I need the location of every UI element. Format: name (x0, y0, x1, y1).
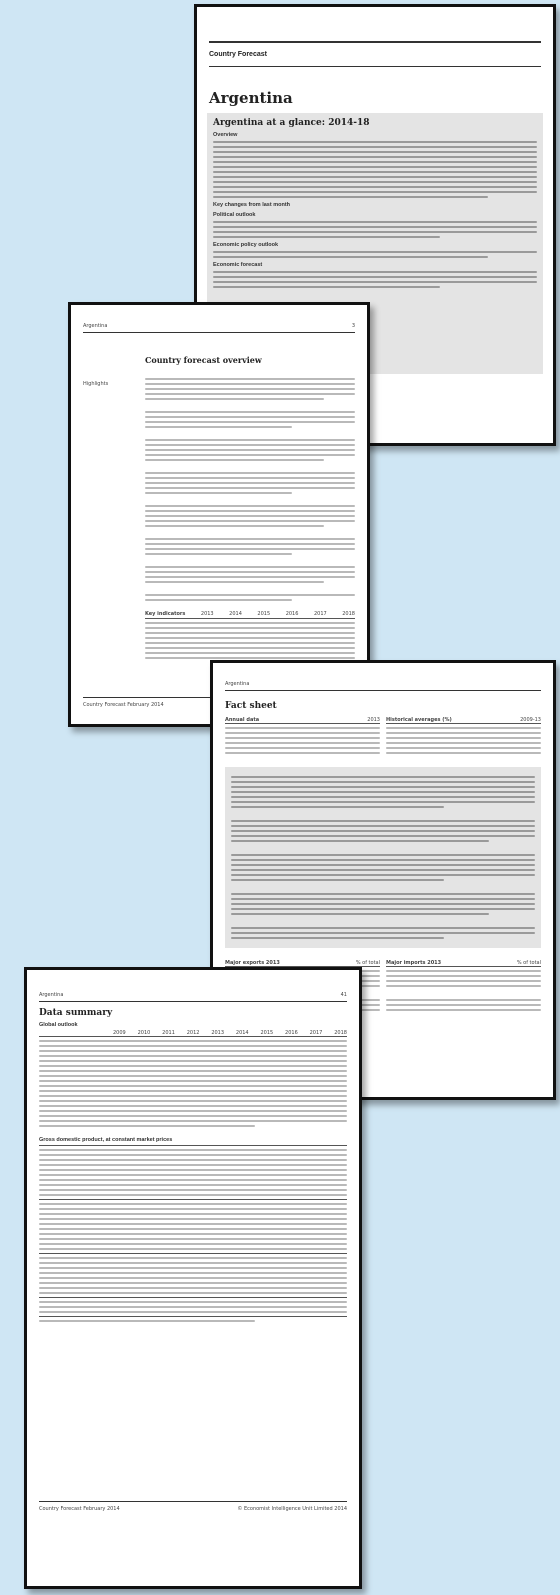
subheading-overview: Overview (213, 132, 238, 138)
subheading-economic-forecast: Economic forecast (213, 262, 263, 268)
subheading-policy-outlook: Economic policy outlook (213, 242, 279, 248)
key-indicators-table (145, 622, 355, 659)
section-title: Country forecast overview (145, 355, 262, 365)
subheading-political-outlook: Political outlook (213, 212, 256, 218)
subsection-gdp: Gross domestic product, at constant market prices (39, 1137, 173, 1143)
gdp-table (27, 1145, 359, 1322)
running-header: Argentina (83, 323, 108, 329)
section-title: Fact sheet (225, 701, 277, 711)
running-header: Argentina (225, 681, 250, 687)
footer-left: Country Forecast February 2014 (39, 1506, 120, 1512)
key-indicators-header: Key indicators 2013 2014 2015 2016 2017 2018 (145, 611, 355, 617)
country-title: Argentina (209, 89, 293, 107)
side-label: Highlights (83, 381, 109, 387)
global-outlook-table: 2009 2010 2011 2012 2013 2014 2015 2016 2017 2018 (27, 1030, 359, 1127)
annual-data-tables: Annual data 2013 Historical averages (%) 2009-13 (213, 717, 553, 757)
section-title: Data summary (39, 1008, 113, 1018)
subheading-key-changes: Key changes from last month (213, 202, 291, 208)
running-header: Argentina (39, 992, 64, 998)
header-rule (209, 66, 541, 67)
subsection-global-outlook: Global outlook (39, 1022, 78, 1028)
page-label: Country Forecast (209, 51, 267, 58)
footer: Country Forecast February 2014 (83, 702, 164, 708)
footer-right: © Economist Intelligence Unit Limited 2014 (237, 1506, 347, 1512)
document-page-data-summary: Argentina 41 Data summary Global outlook 2009 2010 2011 2012 2013 2014 2015 2016 2017 2018 Gross domestic product, at constant market prices Country Forecast February 2014 © Economist Intelligence Unit Limited 2014 (24, 967, 362, 1589)
box-title: Argentina at a glance: 2014-18 (213, 118, 370, 128)
header-rule (209, 41, 541, 43)
commentary-box (225, 767, 541, 948)
trade-tables: Major exports 2013 % of total Major imports 2013 % of total (213, 960, 553, 1014)
document-page-forecast-overview: Argentina 3 Highlights Country forecast overview Key indicators 2013 2014 2015 2016 2017 2018 Country Forecast February 2014 (68, 302, 370, 727)
